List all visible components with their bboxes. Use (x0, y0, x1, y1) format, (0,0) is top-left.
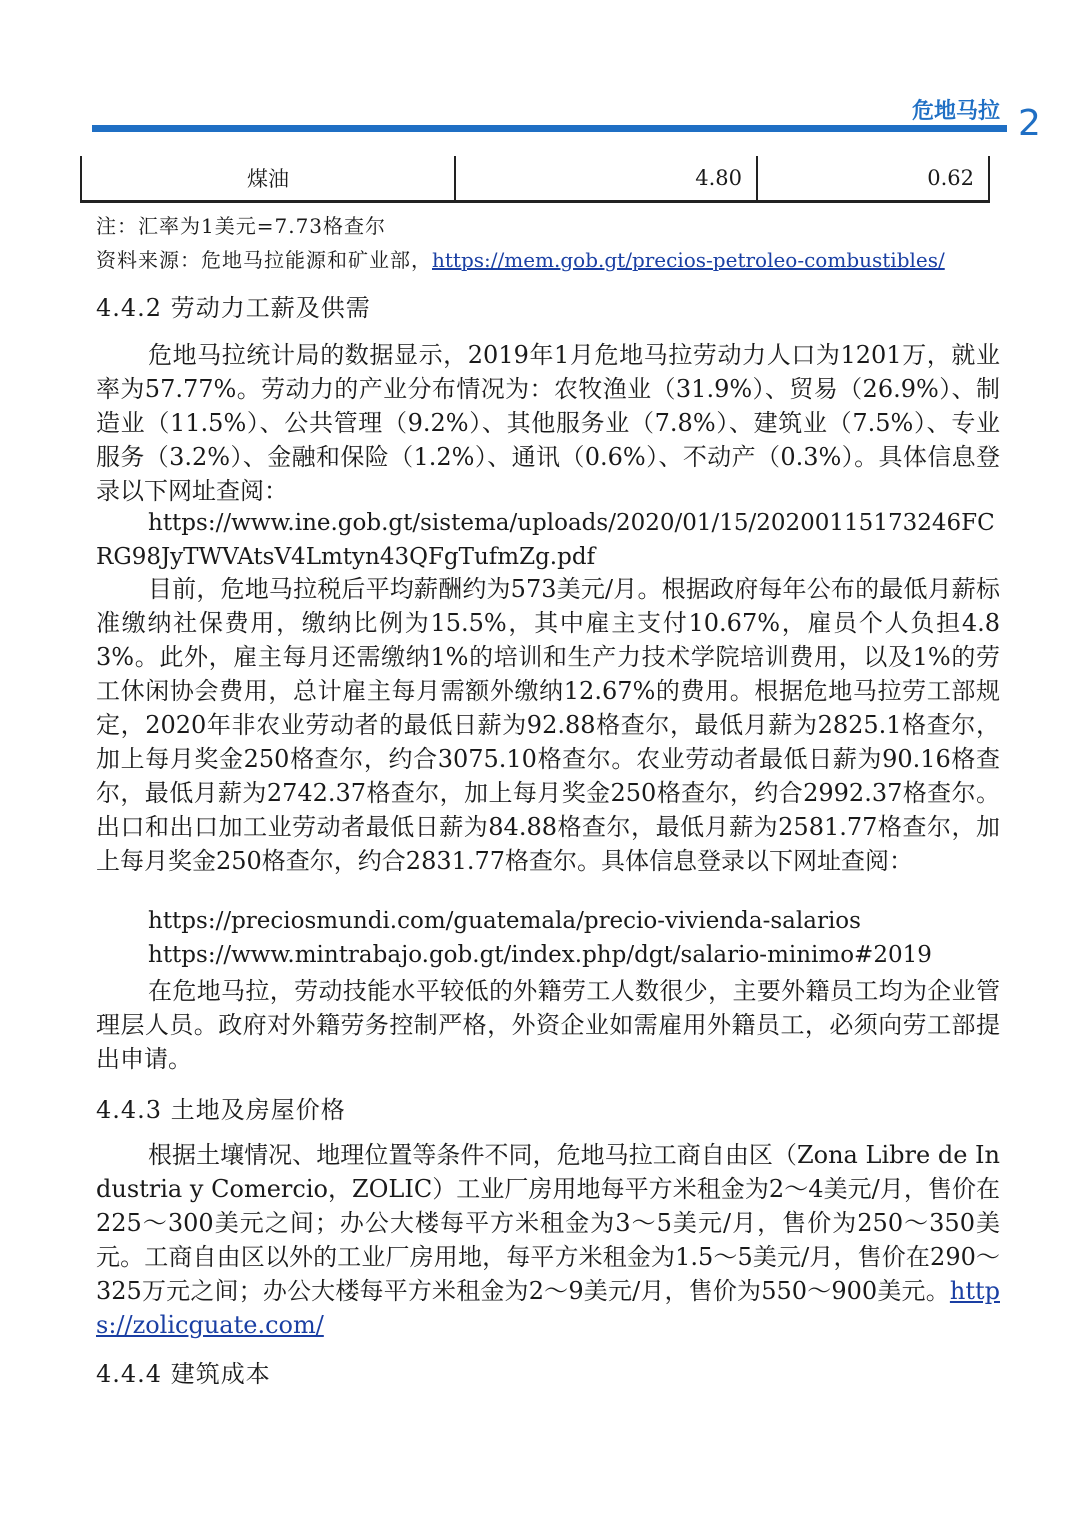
land-prices-text: 根据土壤情况、地理位置等条件不同，危地马拉工商自由区（Zona Libre de Industria y Comercio，ZOLIC）工业厂房用地每平方米租金为2～4美元/月，售价在225～300美元之间；办公大楼每平方米租金为3～5美元/月，售价为250～350美元。工商自由区以外的工业厂房用地，每平方米租金为1.5～5美元/月，售价在290～325万元之间；办公大楼每平方米租金为2～9美元/月，售价为550～900美元。 (96, 1141, 1000, 1305)
paragraph-land-prices (96, 1138, 1000, 1342)
exchange-rate-note: 注：汇率为1美元=7.73格查尔 (96, 214, 387, 238)
table-row (81, 156, 989, 202)
section-heading-4-4-2: 4.4.2 劳动力工薪及供需 (96, 294, 371, 322)
page-header-title: 危地马拉 (911, 99, 1000, 124)
chapter-number: 2 (1018, 103, 1041, 144)
source-note (96, 244, 945, 273)
paragraph-foreign-workers: 在危地马拉，劳动技能水平较低的外籍劳工人数很少，主要外籍员工均为企业管理层人员。政府对外籍劳务控制严格，外资企业如需雇用外籍员工，必须向劳工部提出申请。 (96, 977, 1000, 1073)
table-cell-item: 煤油 (81, 156, 455, 202)
ine-url[interactable]: https://www.ine.gob.gt/sistema/uploads/2020/01/15/20200115173246FCRG98JyTWVAtsV4Lmtyn43QFgTufmZg.pdf (96, 510, 995, 570)
section-heading-4-4-4: 4.4.4 建筑成本 (96, 1360, 271, 1388)
source-link[interactable]: https://mem.gob.gt/precios-petroleo-combustibles/ (432, 248, 945, 272)
source-prefix: 资料来源：危地马拉能源和矿业部， (96, 248, 432, 272)
paragraph-wages: 目前，危地马拉税后平均薪酬约为573美元/月。根据政府每年公布的最低月薪标准缴纳社保费用，缴纳比例为15.5%，其中雇主支付10.67%，雇员个人负担4.83%。此外，雇主每月还需缴纳1%的培训和生产力技术学院培训费用，以及1%的劳工休闲协会费用，总计雇主每月需额外缴纳12.67%的费用。根据危地马拉劳工部规定，2020年非农业劳动者的最低日薪为92.88格查尔，最低月薪为2825.1格查尔，加上每月奖金250格查尔，约合3075.10格查尔。农业劳动者最低日薪为90.16格查尔，最低月薪为2742.37格查尔，加上每月奖金250格查尔，约合2992.37格查尔。出口和出口加工业劳动者最低日薪为84.88格查尔，最低月薪为2581.77格查尔，加上每月奖金250格查尔，约合2831.77格查尔。具体信息登录以下网址查阅： (96, 575, 1000, 875)
mintrabajo-url[interactable]: https://www.mintrabajo.gob.gt/index.php/dgt/salario-minimo#2019 (148, 942, 932, 968)
fuel-price-table (80, 156, 990, 203)
zolic-link[interactable]: https://zolicguate.com/ (96, 1277, 1000, 1339)
section-heading-4-4-3: 4.4.3 土地及房屋价格 (96, 1096, 346, 1124)
header-rule (92, 125, 1007, 132)
table-cell-value2: 0.62 (757, 156, 989, 202)
table-cell-value1: 4.80 (455, 156, 757, 202)
paragraph-labor-force: 危地马拉统计局的数据显示，2019年1月危地马拉劳动力人口为1201万，就业率为57.77%。劳动力的产业分布情况为：农牧渔业（31.9%）、贸易（26.9%）、制造业（11.5%）、公共管理（9.2%）、其他服务业（7.8%）、建筑业（7.5%）、专业服务（3.2%）、金融和保险（1.2%）、通讯（0.6%）、不动产（0.3%）。具体信息登录以下网址查阅： (96, 341, 1000, 505)
preciosmundi-url[interactable]: https://preciosmundi.com/guatemala/precio-vivienda-salarios (148, 908, 861, 934)
